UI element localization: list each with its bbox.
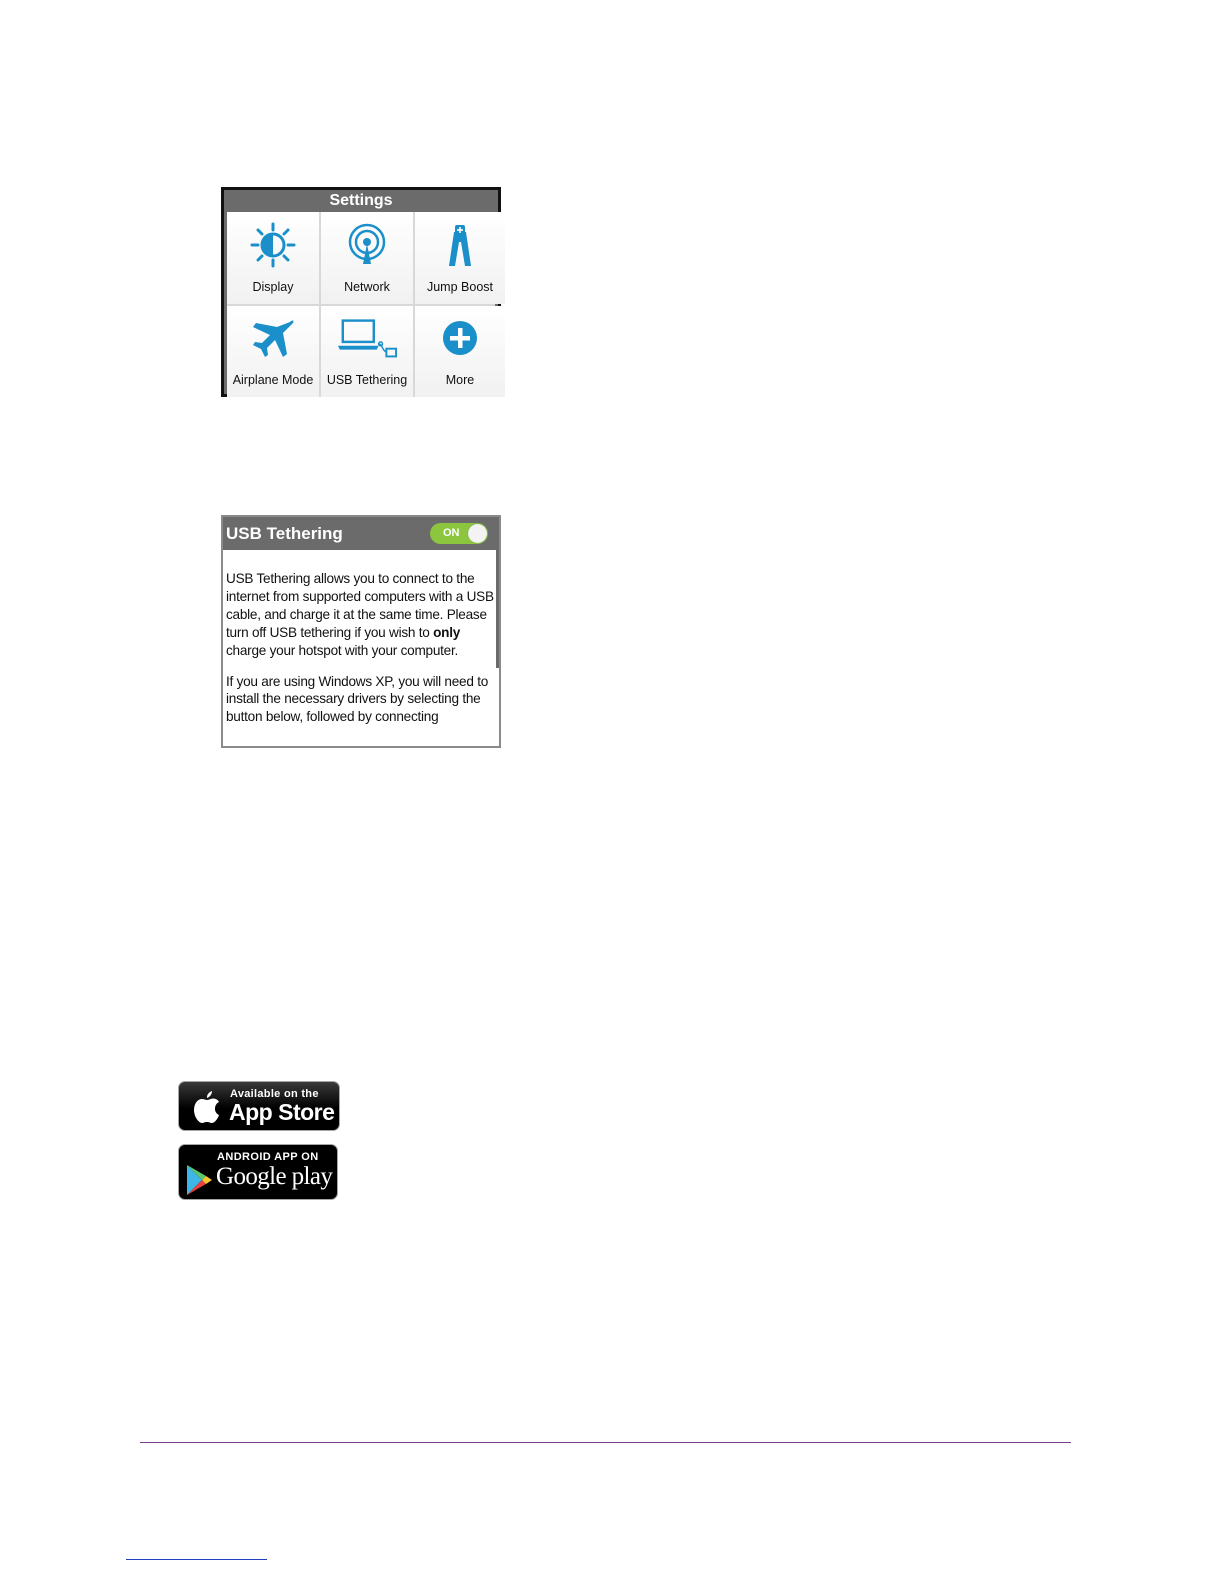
description-paragraph-2: If you are using Windows XP, you will need to install the necessary drivers by selecting the button below, followed by connecting (226, 673, 489, 725)
paragraph-text: charge your hotspot with your computer. (226, 642, 459, 658)
google-play-small-text: ANDROID APP ON (217, 1151, 319, 1163)
tile-label: Display (252, 280, 294, 294)
google-play-logo-icon (185, 1164, 213, 1196)
settings-tile-grid (227, 212, 495, 397)
tile-usb-tethering[interactable] (321, 306, 413, 397)
paragraph-text: USB Tethering allows you to connect to the internet from supported computers with a USB cable, and charge it at the same time. Please turn off USB tethering if you wish to (226, 571, 494, 640)
footer-divider (140, 1442, 1071, 1443)
usb-tethering-laptop-icon (336, 316, 398, 362)
apple-logo-icon (192, 1090, 222, 1124)
google-play-badge[interactable] (178, 1144, 338, 1200)
usb-tethering-description (226, 570, 498, 739)
description-paragraph-1 (226, 570, 498, 660)
tile-label: More (445, 373, 475, 387)
toggle-knob (468, 524, 487, 543)
tile-network[interactable] (321, 212, 413, 304)
app-store-big-text: App Store (229, 1099, 335, 1125)
app-store-badge[interactable] (178, 1081, 340, 1131)
app-store-small-text: Available on the (230, 1088, 319, 1100)
usb-tethering-screen (221, 515, 501, 748)
network-antenna-icon (344, 222, 390, 268)
settings-screen (221, 187, 501, 397)
usb-tethering-title: USB Tethering (226, 524, 343, 543)
tile-label: Network (344, 280, 390, 294)
airplane-icon (250, 316, 296, 362)
tile-more[interactable] (415, 306, 505, 397)
tile-jump-boost[interactable] (415, 212, 505, 304)
jump-boost-icon (437, 222, 483, 268)
tile-label: Airplane Mode (232, 373, 314, 387)
settings-title: Settings (224, 190, 498, 212)
emphasis-text: only (433, 624, 461, 640)
tile-airplane-mode[interactable] (227, 306, 319, 397)
plus-circle-icon (437, 316, 483, 362)
tile-label: Jump Boost (426, 280, 493, 294)
toggle-state-label: ON (443, 527, 460, 539)
usb-tethering-header (223, 517, 499, 550)
footer-link-underline (126, 1559, 267, 1560)
display-brightness-icon (250, 222, 296, 268)
usb-tethering-toggle[interactable] (430, 523, 488, 544)
google-play-big-text: Google play (216, 1163, 333, 1190)
tile-display[interactable] (227, 212, 319, 304)
tile-label: USB Tethering (326, 373, 408, 387)
